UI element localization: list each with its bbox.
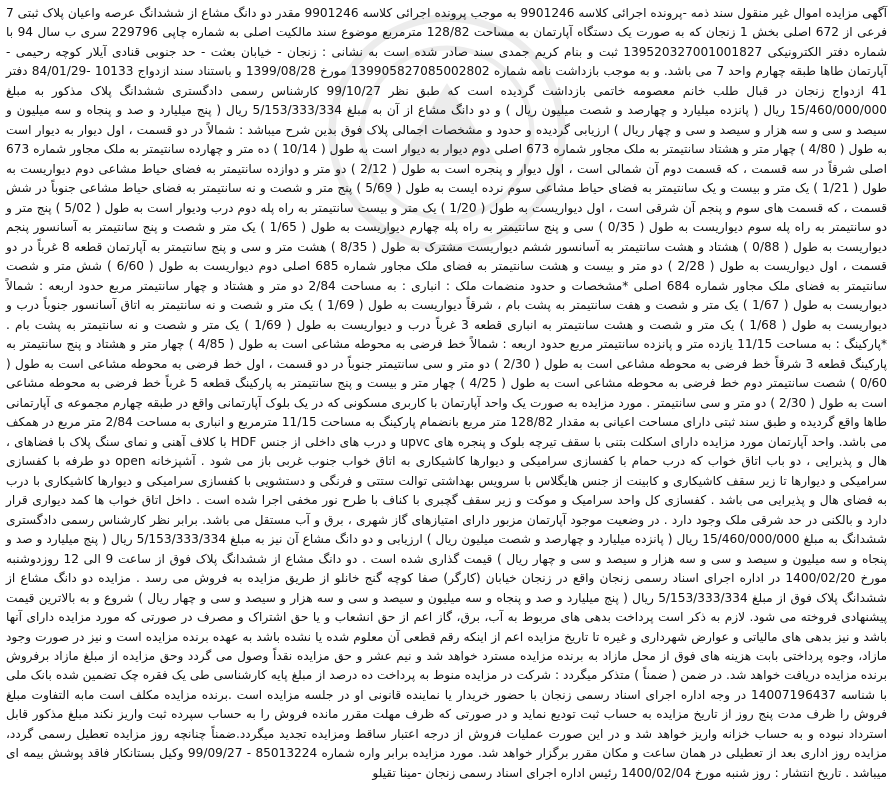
auction-notice-body: آگهی مزایده اموال غیر منقول سند ذمه -پرونده اجرائی کلاسه 9901246 به موجب پرونده اجرائی کلاسه 9901246 مقدر دو دانگ مشاع از ششدانگ عرصه واعیان پلاک ثبتی 7 فرعی از 672 اصلی بخش 1 زنجان که به صورت یک دستگاه آپارتمان به مساحت 128/82 مترمربع موضوع سند مالکیت اصلی به شماره چاپی 229796 سری ب سال 94 با شماره دفتر الکترونیکی 139520327001001827 ثبت و بنام کریم جمدی سند صادر شده است به نشانی : زنجان - خیابان بعثت - حد جنوبی قنادی آیلار کوچه رحیمی - آپارتمان طاها طبقه چهارم واحد 7 می باشد. و به موجب بازداشت نامه شماره 139905827085002802 مورخ 1399/08/28 و باستناد سند ازدواج 10133 -84/01/29 دفتر 41 ازدواج زنجان در قبال طلب خانم معصومه خاتمی بازداشت گردیده است که طبق نظر 99/10/27 کارشناس رسمی دادگستری ششدانگ پلاک مذکور به مبلغ 15/460/000/000 ریال ( پانزده میلیارد و چهارصد و شصت میلیون ریال ) و دو دانگ مشاع از آن به مبلغ 5/153/333/334 ریال ( پنج میلیارد و صد و پنجاه و سه میلیون و سیصد و سی و سه هزار و سیصد و سی و چهار ریال ) ارزیابی گردیده و حدود و مشخصات اجمالی پلاک فوق بدین شرح میباشد : شمالاً در دو قسمت ، اول دیوار به دیوار است به طول ( 4/80 ) چهار متر و هشتاد سانتیمتر به ملک مجاور شماره 673 اصلی دوم دیوار به دیوار است به طول ( 10/14 ) ده متر و چهارده سانتیمتر به ملک مجاور شماره 673 اصلی شرقاً در سه قسمت ، که قسمت دوم آن شمالی است ، اول دیوار و پنجره است به طول ( 2/12 ) دو متر و دوازده سانتیمتر به فضای حیاط مشاعی دوم دیواریست به طول ( 1/21 ) یک متر و بیست و یک سانتیمتر به فضای حیاط مشاعی سوم نرده ایست به طول ( 5/69 ) پنج متر و شصت و نه سانتیمتر به فضای حیاط مشاعی جنوباً در شش قسمت ، که قسمت های سوم و پنجم آن شرقی است ، اول دیواریست به طول ( 1/20 ) یک متر و بیست سانتیمتر به راه پله دوم درب ودیوار است به طول ( 5/02 ) پنج متر و دو سانتیمتر به راه پله سوم دیواریست به طول ( 0/35 ) سی و پنج سانتیمتر به راه پله چهارم دیواریست به طول ( 1/65 ) یک متر و شصت و پنج سانتیمتر به آسانسور پنجم دیواریست به طول ( 0/88 ) هشتاد و هشت سانتیمتر به آسانسور ششم دیواریست مشترک به طول ( 8/35 ) هشت متر و سی و پنج سانتیمتر به آپارتمان قطعه 8 غرباً در دو قسمت ، اول دیواریست به طول ( 2/28 ) دو متر و بیست و هشت سانتیمتر به فضای ملک مجاور شماره 685 اصلی دوم دیواریست به طول ( 6/60 ) شش متر و شصت سانتیمتر به فضای ملک مجاور شماره 684 اصلی *مشخصات و حدود منضمات ملک : انباری : به مساحت 2/84 دو متر و هشتاد و چهار سانتیمتر مربع حدود اربعه : شمالاً دیواریست به طول ( 1/67 ) یک متر و شصت و هفت سانتیمتر به پشت بام ، شرقاً دیواریست به طول ( 1/69 ) یک متر و شصت و نه سانتیمتر به اتاق آسانسور جنوباً درب و دیواریست به طول ( 1/68 ) یک متر و شصت و هشت سانتیمتر به انباری قطعه 3 غرباً درب و دیواریست به طول ( 1/69 ) یک متر و شصت و نه سانتیمتر به پشت بام . *پارکینگ : به مساحت 11/15 یازده متر و پانزده سانتیمتر مربع حدود اربعه : شمالاً خط فرضی به محوطه مشاعی است به طول ( 4/85 ) چهار متر و هشتاد و پنج سانتیمتر به پارکینگ قطعه 3 شرقاً خط فرضی به محوطه مشاعی است به طول ( 2/30 ) دو متر و سی سانتیمتر جنوباً در دو قسمت ، اول خط فرضی به محوطه مشاعی است به طول ( 0/60 ) شصت سانتیمتر دوم خط فرضی به محوطه مشاعی است به طول ( 4/25 ) چهار متر و بیست و پنج سانتیمتر به پارکینگ قطعه 5 غرباً خط فرضی به محوطه مشاعی است به طول ( 2/30 ) دو متر و سی سانتیمتر . مورد مزایده به صورت یک واحد آپارتمان با کاربری مسکونی که در یک بلوک آپارتمانی واقع در طبقه چهارم مجموعه ی آپارتمانی طاها واقع گردیده و طبق سند ثبتی دارای مساحت اعیانی به مقدار 128/82 متر مربع بانضمام پارکینگ به مساحت 11/15 مترمربع و انباری به مساحت 2/84 متر مربع در همکف می باشد. واحد آپارتمان مورد مزایده دارای اسکلت بتنی با سقف تیرچه بلوک و پنجره های upvc و درب های داخلی از جنس HDF با کلاف آهنی و نمای سنگ پلاک با فضاهای ، هال و پذیرایی ، دو باب اتاق خواب که درب حمام با کفسازی سرامیکی و دیوارها کاشیکاری به اتاق خواب جنوب غربی باز می شود . آشپزخانه open دو طرفه با کفسازی سرامیکی و دیوارها تا زیر سقف کاشیکاری و کابینت از جنس هایگلاس با سرویس بهداشتی توالت ستتی و فرنگی و دستشویی با کفسازی سرامیکی و دیوارها کاشیکاری با درب به فضای هال و پذیرایی می باشد . کفسازی کل واحد سرامیک و موکت و زیر سقف گچبری با کناف با طرح نور مخفی اجرا شده است . داخل اتاق خواب ها کمد دیواری قرار دارد و بالکنی در حد شرقی ملک وجود دارد . در وضعیت موجود آپارتمان مزبور دارای امتیازهای گاز شهری ، برق و آب مستقل می باشد. برابر نظر کارشناس رسمی دادگستری ششدانگ به مبلغ 15/460/000/000 ریال ( پانزده میلیارد و چهارصد و شصت میلیون ریال ) ارزیابی و دو دانگ مشاع آن نیز به مبلغ 5/153/333/334 ریال ( پنج میلیارد و صد و پنجاه و سه میلیون و سیصد و سی و سه هزار و سیصد و سی و چهار ریال ) قیمت گذاری شده است . دو دانگ مشاع از ششدانگ پلاک فوق از ساعت 9 الی 12 روزدوشنبه مورخ 1400/02/20 در اداره اجرای اسناد رسمی زنجان واقع در زنجان خیابان (کارگر) صفا کوچه گنج خانلو از طریق مزایده به فروش می رسد . مزایده دو دانگ مشاع از ششدانگ پلاک فوق از مبلغ 5/153/333/334 ریال ( پنج میلیارد و صد و پنجاه و سه میلیون و سیصد و سی و سه هزار و سیصد و سی و چهار ریال ) شروع و به بالاترین قیمت پیشنهادی فروخته می شود. لازم به ذکر است پرداخت بدهی های مربوط به آب، برق، گاز اعم از حق انشعاب و یا حق اشتراک و مصرف در صورتی که مورد مزایده دارای آنها باشد و نیز بدهی های مالیاتی و عوارض شهرداری و غیره تا تاریخ مزایده اعم از اینکه رقم قطعی آن معلوم شده یا نشده باشد به عهده برنده مزایده است و نیز در صورت وجود مازاد، وجوه پرداختی بابت هزینه های فوق از محل مازاد به برنده مزایده مسترد خواهد شد و نیم عشر و حق مزایده نقداً وصول می گردد وحق مزایده از مبلغ مازاد برفروش برنده مزایده دریافت خواهد شد. در ضمن ( ضمناً ) متذکر میگردد : شرکت در مزایده منوط به پرداخت ده درصد از مبلغ پایه کارشناسی طی یک فقره چک تضمین شده بانک ملی با شناسه 14007196437 در وجه اداره اجرای اسناد رسمی زنجان با حضور خریدار یا نماینده قانونی او در جلسه مزایده است .برنده مزایده مکلف است مابه التفاوت مبلغ فروش را ظرف مدت پنج روز از تاریخ مزایده به حساب ثبت تودیع نماید و در صورتی که ظرف مهلت مقرر مانده فروش را به حساب سپرده ثبت واریز نکند مبلغ مذکور قابل استرداد نبوده و به حساب خزانه واریز خواهد شد و در این صورت عملیات فروش از درجه اعتبار ساقط ومزایده تجدید میگردد.ضمناً چنانچه روز مزایده تعطیل رسمی گردد، مزایده روز اداری بعد از تعطیلی در همان ساعت و مکان مقرر برگزار خواهد شد. مورد مزایده برابر واره شماره 85013224 - 99/09/27 وکیل بستانکار فاقد پوشش بیمه ای میباشد . تاریخ انتشار : روز شنبه مورخ 1400/02/04 رئیس اداره اجرای اسناد رسمی زنجان -مینا تقیلو [6, 6, 888, 780]
